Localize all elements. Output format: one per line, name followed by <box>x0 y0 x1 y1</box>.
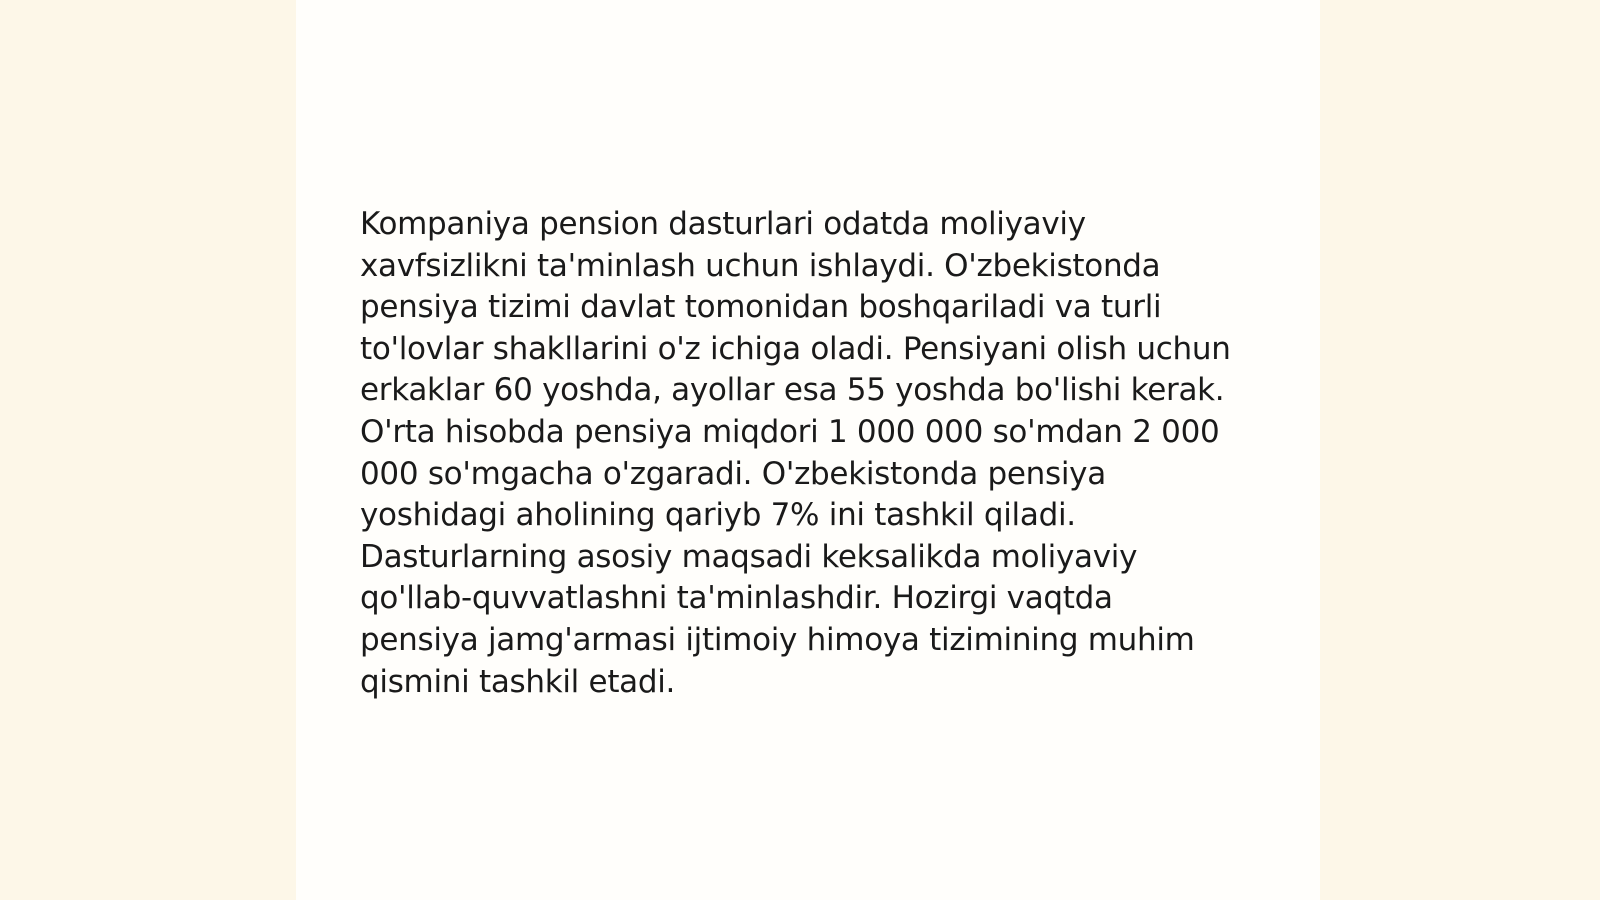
body-paragraph: Kompaniya pension dasturlari odatda moliyaviy xavfsizlikni ta'minlash uchun ishlaydi. O'zbekistonda pensiya tizimi davlat tomonidan boshqariladi va turli to'lovlar shakllarini o'z ichiga oladi. Pensiyani olish uchun erkaklar 60 yoshda, ayollar esa 55 yoshda bo'lishi kerak. O'rta hisobda pensiya miqdori 1 000 000 so'mdan 2 000 000 so'mgacha o'zgaradi. O'zbekistonda pensiya yoshidagi aholining qariyb 7% ini tashkil qiladi. Dasturlarning asosiy maqsadi keksalikda moliyaviy qo'llab-quvvatlashni ta'minlashdir. Hozirgi vaqtda pensiya jamg'armasi ijtimoiy himoya tizimining muhim qismini tashkil etadi. <box>360 206 1231 700</box>
document-page <box>296 0 1320 900</box>
